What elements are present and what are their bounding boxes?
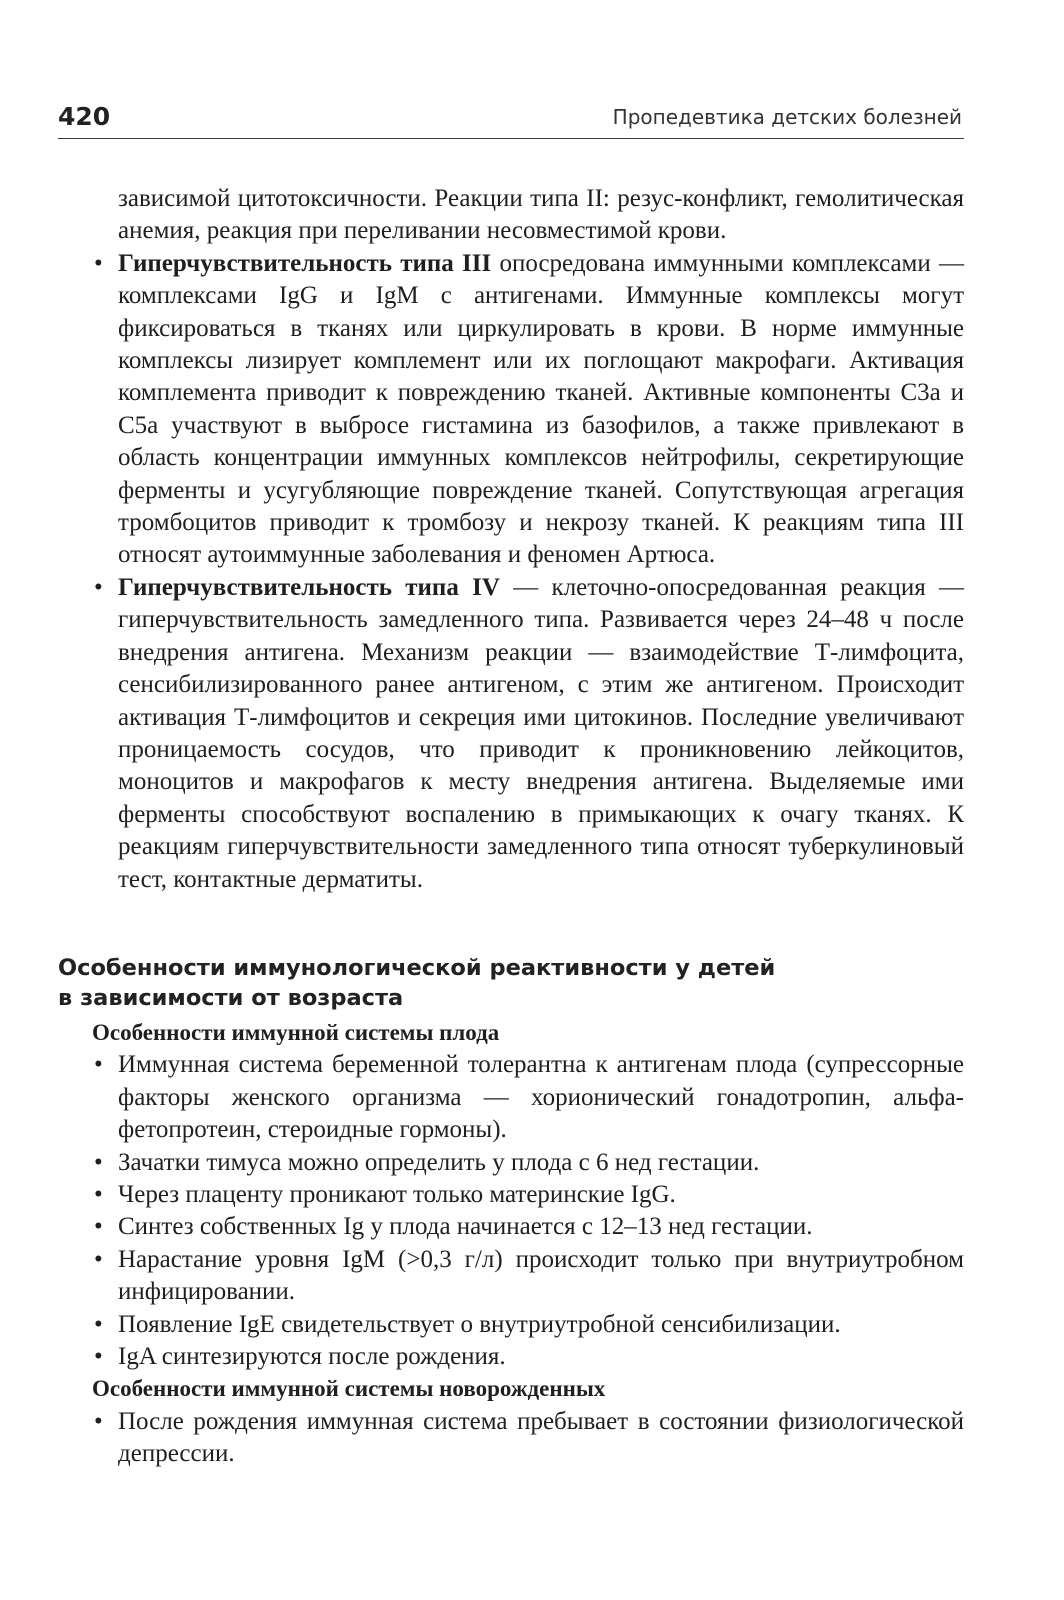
subheading-newborn: Особенности иммунной системы новорожденных — [92, 1376, 606, 1402]
section-title-line: в зависимости от возраста — [58, 985, 404, 1011]
list-item-lead: Гиперчувствительность типа IV — [118, 573, 500, 601]
list-item — [92, 572, 964, 896]
list-item-lead: Гиперчувствительность типа III — [118, 249, 492, 277]
list-item: • IgA синтезируются после рождения. — [92, 1341, 964, 1373]
list-item: • Иммунная система беременной толерантна к антигенам плода (супрессорные факторы женского организма — хорионический гонадотропин, альфа-фетопротеин, стероидные гормоны). — [92, 1049, 964, 1146]
page-number: 420 — [58, 102, 111, 131]
section-body — [92, 1017, 964, 1471]
fetus-list — [92, 1049, 964, 1373]
list-item: • Зачатки тимуса можно определить у плода с 6 нед гестации. — [92, 1147, 964, 1179]
body-text — [92, 183, 964, 896]
list-item: • Нарастание уровня IgM (>0,3 г/л) происходит только при внутриутробном инфицировании. — [92, 1244, 964, 1309]
running-title: Пропедевтика детских болезней — [612, 105, 962, 129]
section-title — [58, 953, 938, 1013]
subheading-fetus: Особенности иммунной системы плода — [92, 1020, 500, 1045]
list-item-text: опосредована иммунными комплексами — комплексами IgG и IgM с антигенами. Иммунные комплексы могут фиксироваться в тканях или циркулировать в крови. В норме иммунные комплексы лизирует комплемент или их поглощают макрофаги. Активация комплемента приводит к повреждению тканей. Активные компоненты С3а и С5а участвуют в выбросе гистамина из базофилов, а также привлекают в область концентрации иммунных комплексов нейтрофилы, секретирующие ферменты и усугубляющие повреждение тканей. Сопутствующая агрегация тромбоцитов приводит к тромбозу и некрозу тканей. К реакциям типа III относят аутоиммунные заболевания и феномен Артюса. — [118, 249, 964, 569]
list-item: • После рождения иммунная система пребывает в состоянии физиологической депрессии. — [92, 1406, 964, 1471]
list-item: • Синтез собственных Ig у плода начинается с 12–13 нед гестации. — [92, 1211, 964, 1243]
hypersensitivity-list — [92, 248, 964, 896]
page-header — [58, 98, 964, 139]
list-item — [92, 248, 964, 572]
section-title-line: Особенности иммунологической реактивности у детей — [58, 955, 776, 981]
intro-paragraph: зависимой цитотоксичности. Реакции типа II: резус-конфликт, гемолитическая анемия, реакция при переливании несовместимой крови. — [118, 185, 964, 245]
list-item: • Через плаценту проникают только материнские IgG. — [92, 1179, 964, 1211]
list-item: • Появление IgE свидетельствует о внутриутробной сенсибилизации. — [92, 1309, 964, 1341]
newborn-list — [92, 1406, 964, 1471]
list-item-text: — клеточно-опосредованная реакция — гиперчувствительность замедленного типа. Развивается через 24–48 ч после внедрения антигена. Механизм реакции — взаимодействие Т-лимфоцита, сенсибилизированного ранее антигеном, с этим же антигеном. Происходит активация Т-лимфоцитов и секреция ими цитокинов. Последние увеличивают проницаемость сосудов, что приводит к проникновению лейкоцитов, моноцитов и макрофагов к месту внедрения антигена. Выделяемые ими ферменты способствуют воспалению в примыкающих к очагу тканях. К реакциям гиперчувствительности замедленного типа относят туберкулиновый тест, контактные дерматиты. — [118, 573, 964, 893]
